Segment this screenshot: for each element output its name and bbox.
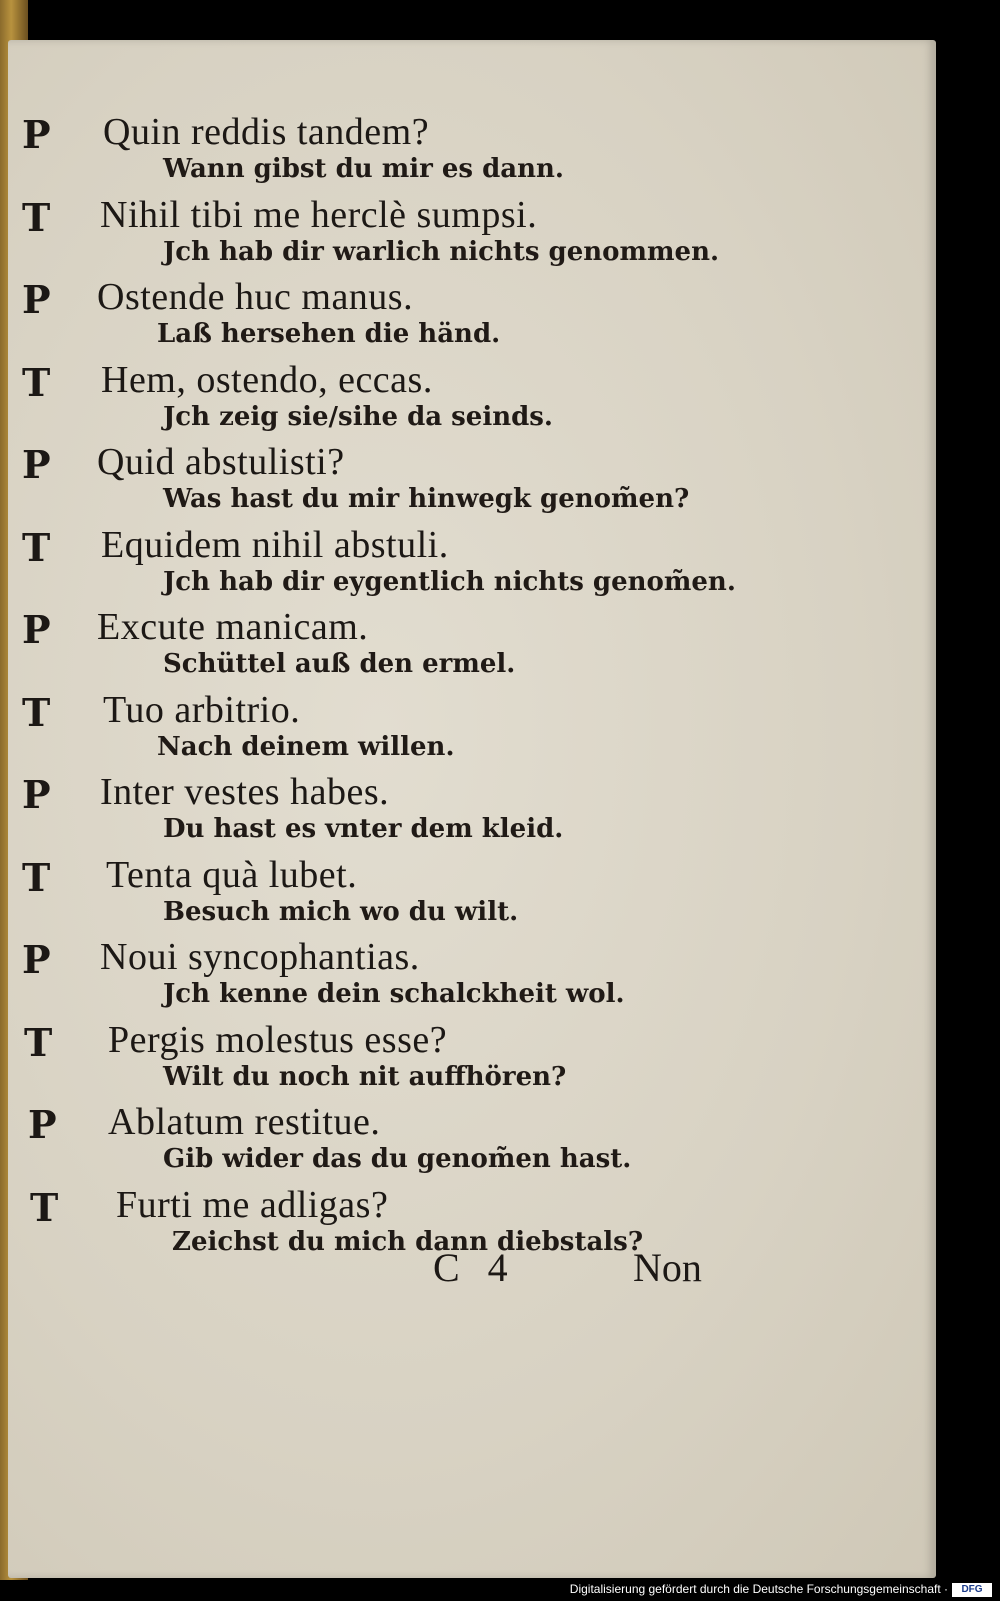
german-translation: Wann gibst du mir es dann. (163, 154, 564, 184)
german-translation: Was hast du mir hinwegk genom̃en? (163, 484, 690, 514)
latin-line: Noui syncophantias. (100, 936, 420, 978)
signature-mark: C 4 (433, 1245, 508, 1290)
latin-line: Pergis molestus esse? (108, 1018, 448, 1061)
speaker-label: P (22, 937, 51, 982)
latin-line: Hem, ostendo, eccas. (101, 358, 433, 401)
latin-line: Ostende huc manus. (97, 276, 414, 318)
german-translation: Jch kenne dein schalckheit wol. (163, 979, 625, 1009)
speaker-label: T (22, 194, 51, 240)
latin-line: Nihil tibi me herclè sumpsi. (100, 193, 538, 236)
german-translation: Besuch mich wo du wilt. (163, 896, 519, 927)
latin-line: Quin reddis tandem? (103, 111, 430, 153)
german-translation: Du hast es vnter dem kleid. (163, 814, 564, 844)
latin-line: Excute manicam. (97, 606, 369, 648)
speaker-label: P (22, 607, 51, 652)
german-translation: Jch zeig sie/sihe da seinds. (163, 401, 553, 432)
speaker-label: P (22, 772, 51, 817)
latin-line: Tenta quà lubet. (106, 853, 358, 896)
speaker-label: P (22, 112, 51, 157)
german-translation: Jch hab dir eygentlich nichts genom̃en. (163, 566, 736, 597)
latin-line: Inter vestes habes. (100, 771, 390, 813)
german-translation: Zeichst du mich dann diebstals? (172, 1226, 644, 1257)
german-translation: Schüttel auß den ermel. (163, 649, 516, 679)
speaker-label: T (22, 689, 51, 735)
latin-line: Tuo arbitrio. (103, 688, 301, 731)
speaker-label: T (22, 359, 51, 405)
latin-line: Equidem nihil abstuli. (101, 523, 449, 566)
german-translation: Wilt du noch nit auffhören? (163, 1061, 567, 1092)
latin-line: Furti me adligas? (116, 1183, 389, 1226)
speaker-label: P (28, 1102, 57, 1147)
german-translation: Jch hab dir warlich nichts genommen. (163, 236, 720, 267)
speaker-label: T (30, 1184, 59, 1230)
catchword: Non (633, 1245, 702, 1290)
german-translation: Gib wider das du genom̃en hast. (163, 1144, 632, 1174)
speaker-label: P (22, 277, 51, 322)
german-translation: Laß hersehen die händ. (157, 319, 501, 349)
speaker-label: T (24, 1019, 53, 1065)
german-translation: Nach deinem willen. (157, 731, 455, 762)
footer-credit: Digitalisierung gefördert durch die Deutsche Forschungsgemeinschaft · (569, 1582, 948, 1596)
speaker-label: T (22, 524, 51, 570)
speaker-label: P (22, 442, 51, 487)
speaker-label: T (22, 854, 51, 900)
dfg-logo: DFG (952, 1583, 992, 1597)
latin-line: Quid abstulisti? (97, 441, 345, 483)
latin-line: Ablatum restitue. (108, 1101, 381, 1143)
